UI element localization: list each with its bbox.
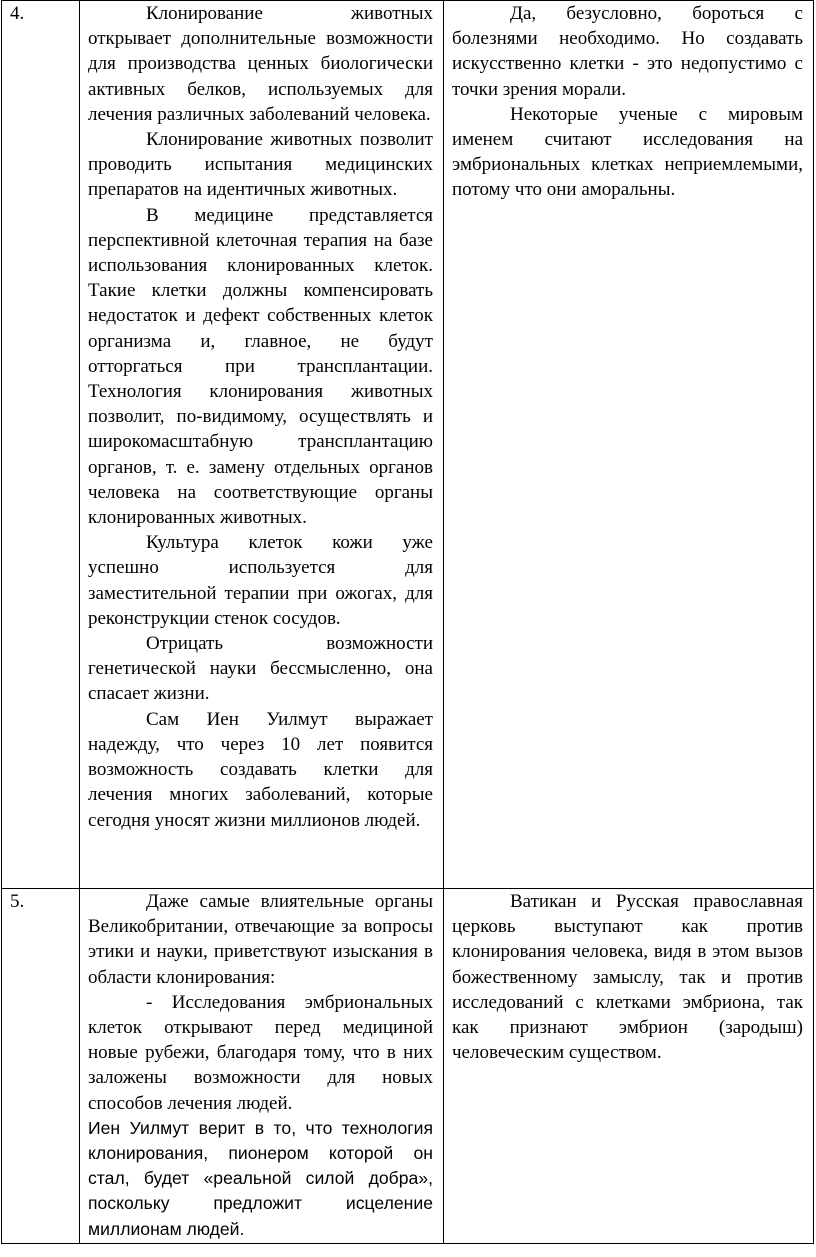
paragraph: - Исследования эмбриональных клеток открывают перед медициной новые рубежи, благодаря тому, что в них заложены возможности для новых способов лечения людей. [88,991,433,1114]
table-row [2,1,814,889]
paragraph: В медицине представляется перспективной клеточная терапия на базе использования клонированных клеток. Такие клетки должны компенсировать недостаток и дефект собственных клеток организма и, главное, не будут отторгаться при трансплантации. Технология клонирования животных позволит, по-видимому, осуществлять и широкомасштабную трансплантацию органов, т. е. замену отдельных органов человека на соответствующие органы клонированных животных. [88,204,433,529]
paragraph: Культура клеток кожи уже успешно используется для заместительной терапии при ожогах, для реконструкции стенок сосудов. [88,532,433,629]
paragraph: Сам Иен Уилмут выражает надежду, что через 10 лет появится возможность создавать клетки для лечения многих заболеваний, которые сегодня уносят жизни миллионов людей. [88,708,433,831]
paragraph: Ватикан и Русская православная церковь выступают как против клонирования человека, видя в этом вызов божественному замыслу, так и против исследований с клетками эмбриона, так как признают эмбрион (зародыш) человеческим существом. [452,891,803,1064]
arguments-for-cell [80,889,444,1244]
row-number: 4. [2,1,80,889]
paragraph: Отрицать возможности генетической науки бессмысленно, она спасает жизни. [88,633,433,705]
paragraph: Некоторые ученые с мировым именем считают исследования на эмбриональных клетках неприемлемыми, потому что они аморальны. [452,103,803,201]
arguments-table [1,0,814,1244]
arguments-against-cell [444,889,814,1244]
table-row [2,889,814,1244]
paragraph: Клонирование животных открывает дополнительные возможности для производства ценных биологически активных белков, используемых для лечения различных заболеваний человека. [88,3,433,125]
paragraph: Даже самые влиятельные органы Великобритании, отвечающие за вопросы этики и науки, приветствуют изыскания в области клонирования: [88,891,433,988]
paragraph: Иен Уилмут верит в то, что технология клонирования, пионером которой он стал, будет «реальной силой добра», поскольку предложит исцеление миллионам людей. [88,1117,433,1239]
arguments-against-cell [444,1,814,889]
paragraph: Да, безусловно, бороться с болезнями необходимо. Но создавать искусственно клетки - это недопустимо с точки зрения морали. [452,3,803,100]
arguments-for-cell [80,1,444,889]
paragraph: Клонирование животных позволит проводить испытания медицинских препаратов на идентичных животных. [88,129,433,201]
row-number: 5. [2,889,80,1244]
